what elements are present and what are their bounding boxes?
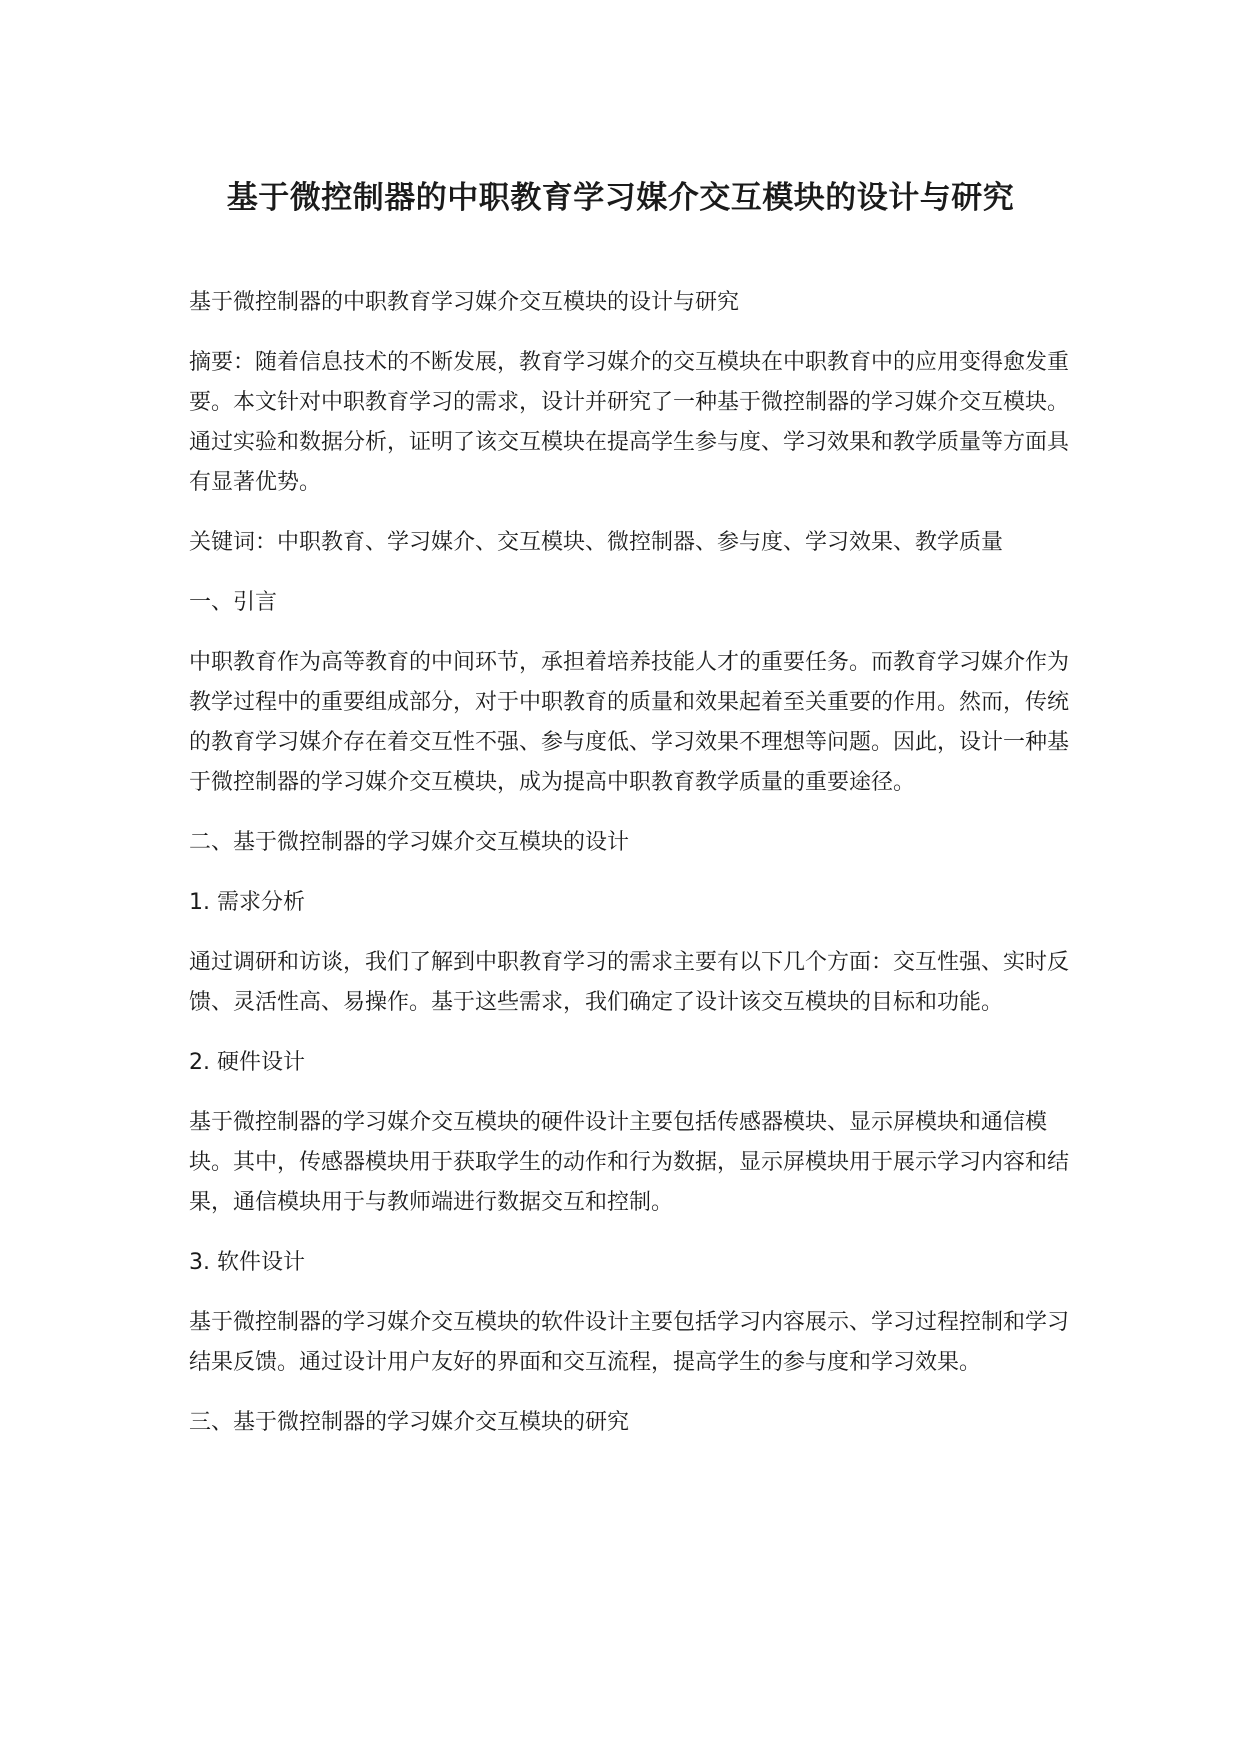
introduction-paragraph: 中职教育作为高等教育的中间环节，承担着培养技能人才的重要任务。而教育学习媒介作为教学过程中的重要组成部分，对于中职教育的质量和效果起着至关重要的作用。然而，传统的教育学习媒介存在着交互性不强、参与度低、学习效果不理想等问题。因此，设计一种基于微控制器的学习媒介交互模块，成为提高中职教育教学质量的重要途径。 <box>189 650 1070 795</box>
keywords-paragraph: 关键词：中职教育、学习媒介、交互模块、微控制器、参与度、学习效果、教学质量 <box>189 530 1004 555</box>
abstract-paragraph: 摘要：随着信息技术的不断发展，教育学习媒介的交互模块在中职教育中的应用变得愈发重要。本文针对中职教育学习的需求，设计并研究了一种基于微控制器的学习媒介交互模块。通过实验和数据分析，证明了该交互模块在提高学生参与度、学习效果和教学质量等方面具有显著优势。 <box>189 350 1070 495</box>
requirements-paragraph: 通过调研和访谈，我们了解到中职教育学习的需求主要有以下几个方面：交互性强、实时反馈、灵活性高、易操作。基于这些需求，我们确定了设计该交互模块的目标和功能。 <box>189 950 1070 1015</box>
hardware-paragraph: 基于微控制器的学习媒介交互模块的硬件设计主要包括传感器模块、显示屏模块和通信模块。其中，传感器模块用于获取学生的动作和行为数据，显示屏模块用于展示学习内容和结果，通信模块用于与教师端进行数据交互和控制。 <box>189 1110 1070 1215</box>
subsection-heading-hardware: 2. 硬件设计 <box>189 1050 305 1075</box>
subsection-heading-requirements: 1. 需求分析 <box>189 890 305 915</box>
section-heading-research: 三、基于微控制器的学习媒介交互模块的研究 <box>189 1410 630 1435</box>
document-body <box>189 283 1069 1463</box>
subtitle-paragraph: 基于微控制器的中职教育学习媒介交互模块的设计与研究 <box>189 290 740 315</box>
document-title: 基于微控制器的中职教育学习媒介交互模块的设计与研究 <box>226 180 1015 216</box>
section-heading-introduction: 一、引言 <box>189 590 278 615</box>
section-heading-design: 二、基于微控制器的学习媒介交互模块的设计 <box>189 830 630 855</box>
subsection-heading-software: 3. 软件设计 <box>189 1250 305 1275</box>
software-paragraph: 基于微控制器的学习媒介交互模块的软件设计主要包括学习内容展示、学习过程控制和学习结果反馈。通过设计用户友好的界面和交互流程，提高学生的参与度和学习效果。 <box>189 1310 1070 1375</box>
